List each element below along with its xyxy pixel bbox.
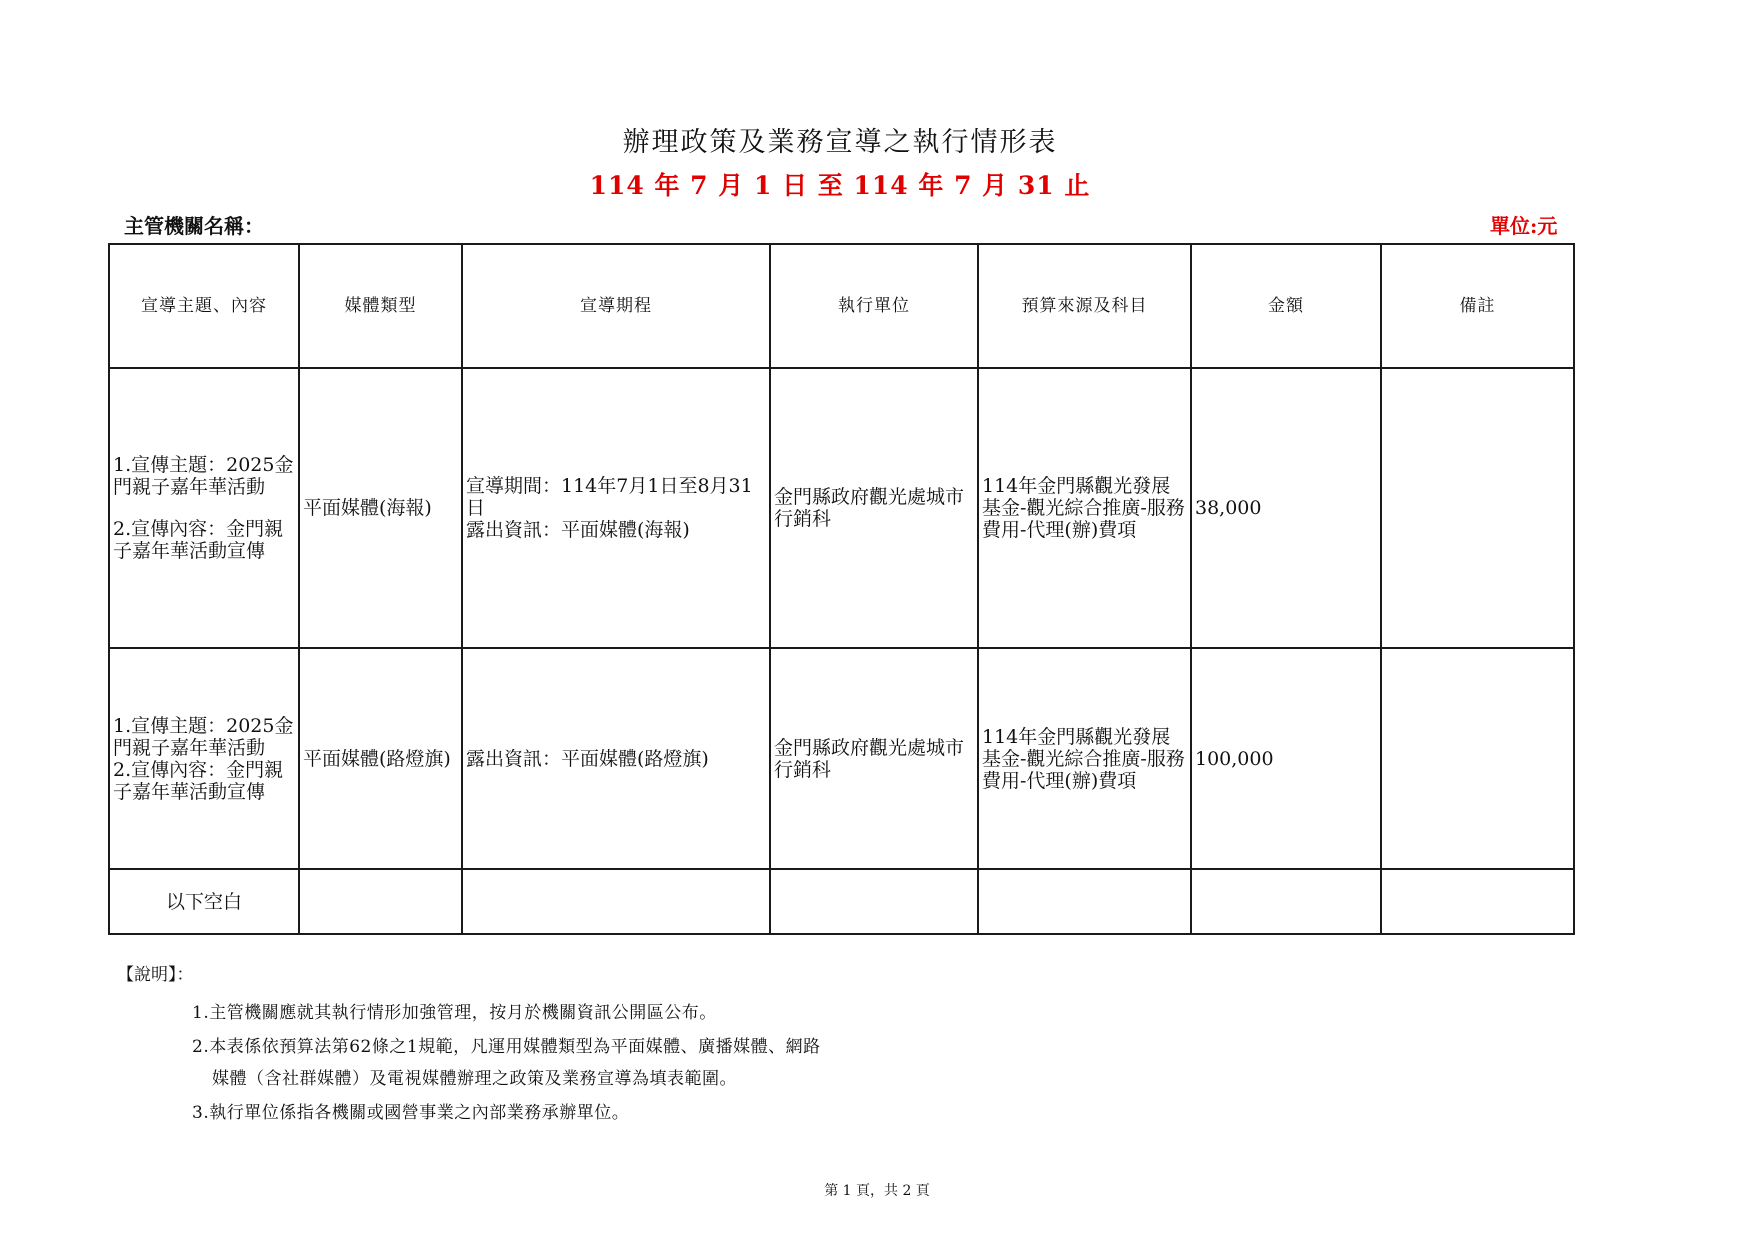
table-row <box>109 368 1574 648</box>
schedule-exposure: 露出資訊：平面媒體(海報) <box>466 519 690 541</box>
execution-table <box>108 243 1575 935</box>
note-item-2: 2.本表係依預算法第62條之1規範，凡運用媒體類型為平面媒體、廣播媒體、網路 <box>192 1037 821 1057</box>
table-header-row <box>109 244 1574 368</box>
page-number: 第 1 頁，共 2 頁 <box>824 1183 930 1199</box>
schedule-cell <box>462 368 770 648</box>
topic-theme: 1.宣傳主題：2025金門親子嘉年華活動 <box>113 454 294 498</box>
executor-cell: 金門縣政府觀光處城市行銷科 <box>770 648 978 869</box>
empty-cell <box>770 869 978 934</box>
header-amount: 金額 <box>1191 244 1381 368</box>
topic-cell <box>109 368 299 648</box>
note-item-3: 3.執行單位係指各機關或國營事業之內部業務承辦單位。 <box>192 1103 630 1123</box>
header-topic: 宣導主題、內容 <box>109 244 299 368</box>
media-type-cell: 平面媒體(海報) <box>299 368 462 648</box>
table-row <box>109 648 1574 869</box>
amount-cell: 100,000 <box>1191 648 1381 869</box>
agency-label: 主管機關名稱： <box>124 214 264 238</box>
amount-cell: 38,000 <box>1191 368 1381 648</box>
empty-cell <box>299 869 462 934</box>
note-item-2-continued: 媒體（含社群媒體）及電視媒體辦理之政策及業務宣導為填表範圍。 <box>212 1069 737 1089</box>
budget-cell: 114年金門縣觀光發展基金-觀光綜合推廣-服務費用-代理(辦)費項 <box>978 648 1191 869</box>
empty-cell <box>978 869 1191 934</box>
remark-cell <box>1381 368 1574 648</box>
note-item-1: 1.主管機關應就其執行情形加強管理，按月於機關資訊公開區公布。 <box>192 1003 717 1023</box>
topic-cell <box>109 648 299 869</box>
executor-cell: 金門縣政府觀光處城市行銷科 <box>770 368 978 648</box>
blank-row-label: 以下空白 <box>109 869 299 934</box>
empty-cell <box>1381 869 1574 934</box>
empty-cell <box>1191 869 1381 934</box>
media-type-cell: 平面媒體(路燈旗) <box>299 648 462 869</box>
header-media-type: 媒體類型 <box>299 244 462 368</box>
topic-content: 2.宣傳內容：金門親子嘉年華活動宣傳 <box>113 518 284 562</box>
header-remark: 備註 <box>1381 244 1574 368</box>
page-title: 辦理政策及業務宣導之執行情形表 <box>622 127 1058 158</box>
header-executor: 執行單位 <box>770 244 978 368</box>
notes-heading: 【說明】： <box>117 965 194 985</box>
topic-content: 2.宣傳內容：金門親子嘉年華活動宣傳 <box>113 758 284 803</box>
report-period: 114 年 7 月 1 日 至 114 年 7 月 31 止 <box>589 171 1091 200</box>
header-budget: 預算來源及科目 <box>978 244 1191 368</box>
budget-cell: 114年金門縣觀光發展基金-觀光綜合推廣-服務費用-代理(辦)費項 <box>978 368 1191 648</box>
topic-theme: 1.宣傳主題：2025金門親子嘉年華活動 <box>113 714 294 759</box>
header-schedule: 宣導期程 <box>462 244 770 368</box>
table-row-blank <box>109 869 1574 934</box>
remark-cell <box>1381 648 1574 869</box>
empty-cell <box>462 869 770 934</box>
schedule-period: 宣導期間：114年7月1日至8月31日 <box>466 475 753 519</box>
unit-label: 單位:元 <box>1490 214 1558 238</box>
schedule-cell: 露出資訊：平面媒體(路燈旗) <box>462 648 770 869</box>
